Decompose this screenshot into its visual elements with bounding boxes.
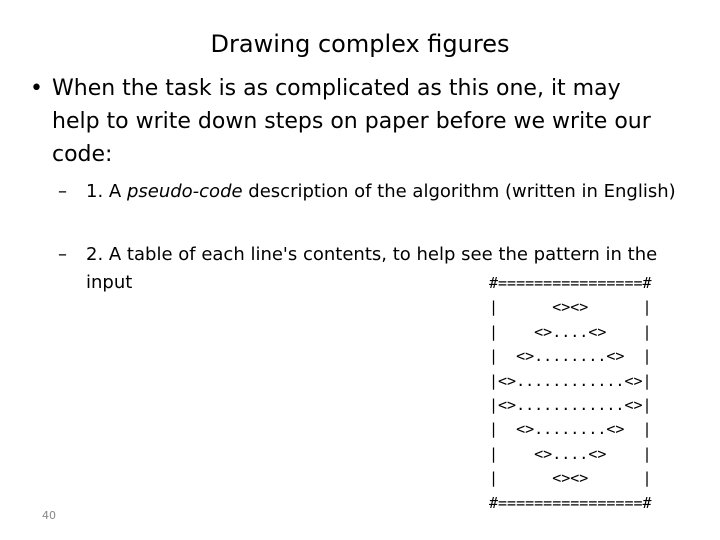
figure-line: | <><> | (489, 469, 652, 488)
main-bullet-text: When the task is as complicated as this one, it may help to write down steps on paper before we write our code: (52, 76, 651, 167)
sub-bullet-text (86, 178, 698, 206)
ascii-figure (489, 271, 652, 515)
sub-bullet-marker: – (58, 181, 67, 202)
slide-title: Drawing complex figures (210, 30, 510, 58)
figure-line: |<>............<>| (489, 371, 652, 390)
figure-line: | <>....<> | (489, 444, 652, 463)
sub-bullet-prefix: 1. A (86, 181, 127, 202)
figure-line: |<>............<>| (489, 396, 652, 415)
sub-bullet-pseudocode (58, 178, 698, 206)
page-number: 40 (42, 509, 56, 522)
pseudo-code-emphasis: pseudo-code (126, 181, 243, 202)
bullet-marker: • (30, 76, 43, 101)
main-bullet (30, 72, 670, 171)
figure-line: | <>....<> | (489, 322, 652, 341)
figure-line: #================# (489, 493, 652, 512)
sub-bullet-text: 2. A table of each line's contents, to help see the pattern in the input (86, 244, 658, 293)
figure-line: #================# (489, 274, 652, 292)
sub-bullet-suffix: description of the algorithm (written in English) (242, 181, 676, 202)
figure-line: | <>........<> | (489, 420, 652, 439)
figure-line: | <><> | (489, 298, 652, 317)
figure-line: | <>........<> | (489, 347, 652, 366)
sub-bullet-marker: – (58, 244, 67, 265)
